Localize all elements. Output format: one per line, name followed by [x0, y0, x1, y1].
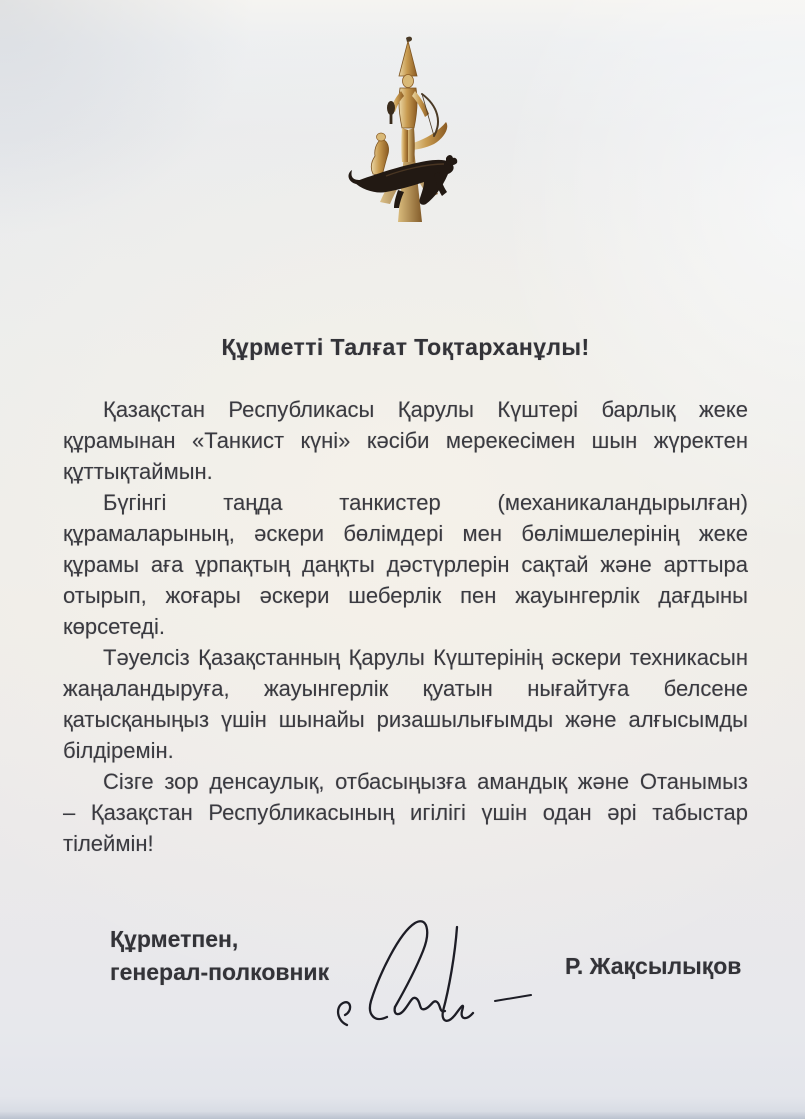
letter-salutation: Құрметті Талғат Тоқтарханұлы!	[221, 334, 590, 360]
letter-paragraph-2: Бүгінгі таңда танкистер (механикаландырылған) құрамаларының, әскери бөлімдері мен бөлімшелерінің жеке құрамы аға ұрпақтың даңқты дәстүрлерін сақтай және арттыра отырып, жоғары әскери шеберлік пен жауынгерлік дағдыны көрсетеді.	[63, 490, 748, 639]
signature-block	[63, 917, 748, 1087]
letter-paragraph-3: Тәуелсіз Қазақстанның Қарулы Күштерінің әскери техникасын жаңаландыруға, жауынгерлік қуатын нығайтуға белсене қатысқаныңыз үшін шынайы ризашылығымды және алғысымды білдіремін.	[63, 645, 748, 763]
letter-paragraph-4: Сізге зор денсаулық, отбасыңызға амандық және Отанымыз – Қазақстан Республикасының игілігі үшін одан әрі табыстар тілеймін!	[63, 769, 748, 856]
closing-respectfully: Құрметпен,	[110, 926, 239, 952]
handwritten-signature	[325, 903, 555, 1043]
closing-lines	[110, 923, 329, 989]
letter-document	[0, 36, 805, 1119]
golden-warrior-emblem	[346, 36, 470, 222]
letter-body	[63, 394, 748, 859]
closing-rank: генерал-полковник	[110, 959, 330, 985]
golden-warrior-icon	[346, 36, 470, 222]
letter-paragraph-1: Қазақстан Республикасы Қарулы Күштері барлық жеке құрамынан «Танкист күні» кәсіби мерекесімен шын жүректен құттықтаймын.	[63, 397, 748, 484]
signer-name: Р. Жақсылықов	[565, 953, 742, 979]
